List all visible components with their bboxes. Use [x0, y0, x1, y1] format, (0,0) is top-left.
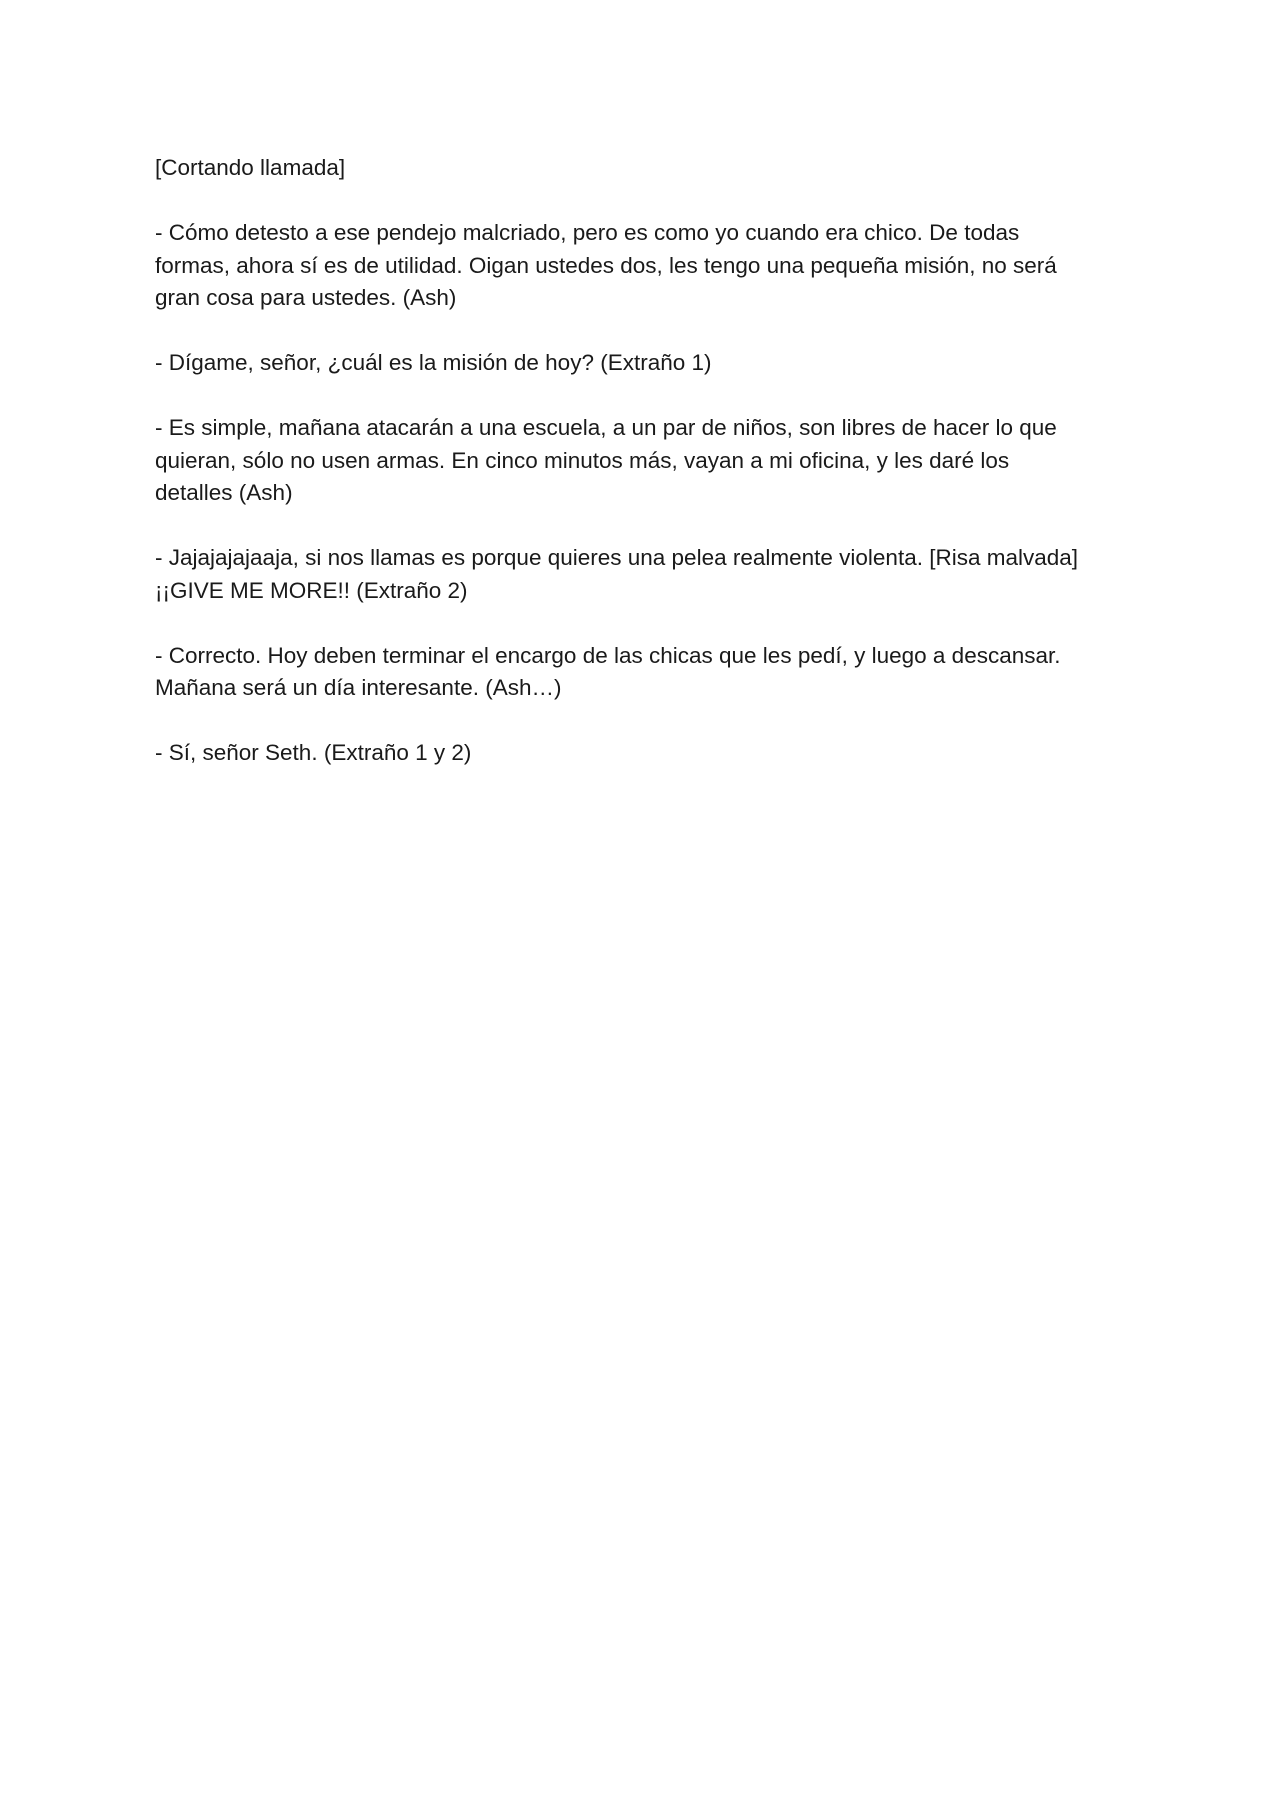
text-line: - Sí, señor Seth. (Extraño 1 y 2) [155, 740, 472, 765]
text-line: Mañana será un día interesante. (Ash…) [155, 675, 562, 700]
text-line: gran cosa para ustedes. (Ash) [155, 285, 457, 310]
document-body [155, 152, 1145, 802]
text-line: formas, ahora sí es de utilidad. Oigan ustedes dos, les tengo una pequeña misión, no será [155, 252, 1057, 278]
paragraph-4 [155, 412, 1145, 510]
paragraph-2 [155, 217, 1145, 315]
text-line: ¡¡GIVE ME MORE!! (Extraño 2) [155, 577, 468, 603]
text-line: - Correcto. Hoy deben terminar el encargo de las chicas que les pedí, y luego a descansar. [155, 642, 1061, 668]
paragraph-3 [155, 347, 1145, 380]
text-line: - Dígame, señor, ¿cuál es la misión de hoy? (Extraño 1) [155, 350, 712, 375]
text-line: quieran, sólo no usen armas. En cinco minutos más, vayan a mi oficina, y les daré los [155, 447, 1010, 473]
text-line: - Es simple, mañana atacarán a una escuela, a un par de niños, son libres de hacer lo que [155, 415, 1057, 440]
paragraph-7 [155, 737, 1145, 770]
paragraph-1 [155, 152, 1145, 185]
text-line: - Cómo detesto a ese pendejo malcriado, pero es como yo cuando era chico. De todas [155, 220, 1020, 245]
paragraph-6 [155, 640, 1145, 705]
paragraph-5 [155, 542, 1145, 607]
text-line: - Jajajajajaaja, si nos llamas es porque quieres una pelea realmente violenta. [Risa malvada] [155, 545, 1079, 570]
text-line: [Cortando llamada] [155, 155, 346, 180]
text-line: detalles (Ash) [155, 480, 293, 505]
